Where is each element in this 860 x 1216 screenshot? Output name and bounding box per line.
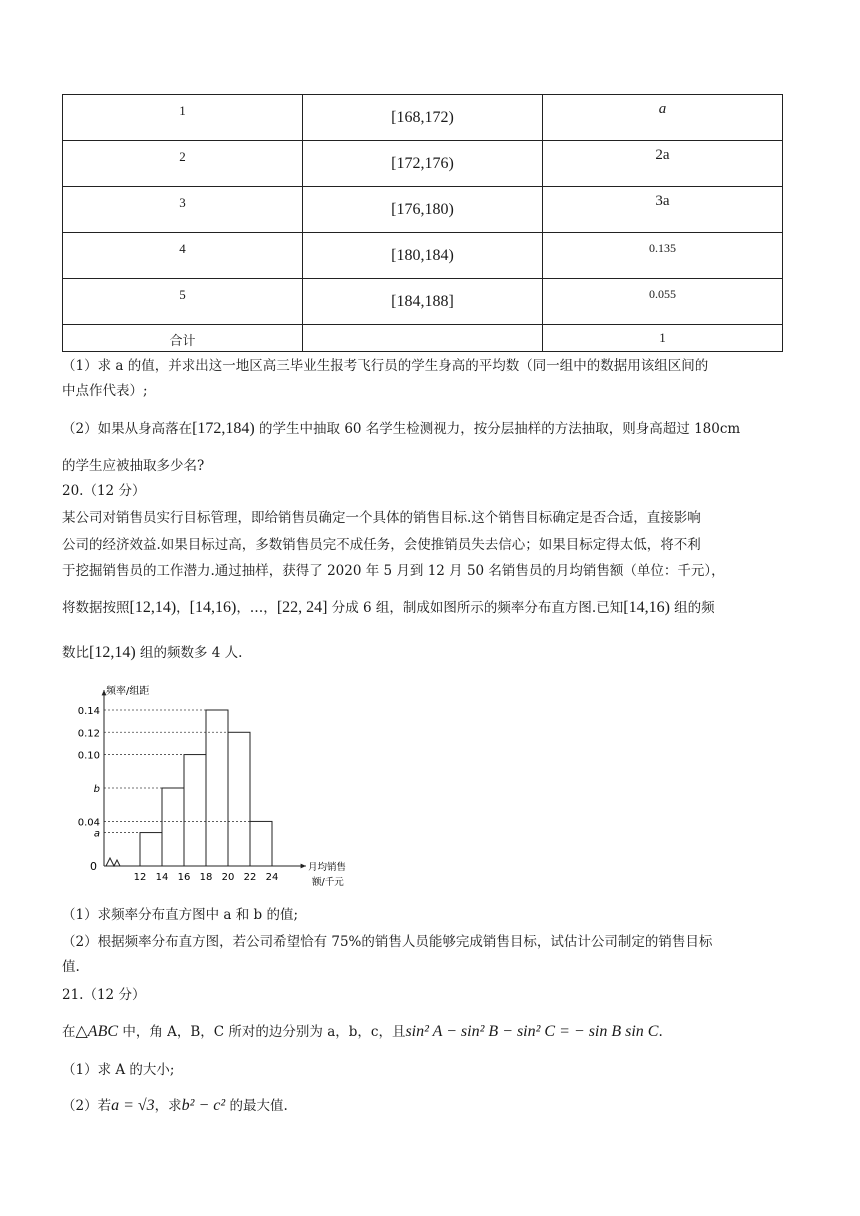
table-total-row (63, 325, 783, 352)
q21-part1: （1）求 A 的大小; (62, 1062, 175, 1078)
freq-cell: 0.055 (649, 287, 676, 301)
x-tick-label: 12 (133, 872, 147, 883)
q20-line1: 某公司对销售员实行目标管理，即给销售员确定一个具体的销售目标.这个销售目标确定是否合适，直接影响 (62, 510, 701, 526)
y-tick-labels (78, 706, 100, 840)
y-tick-label: 0.12 (77, 728, 100, 740)
q19-part2-line2: 的学生应被抽取多少名? (62, 458, 205, 474)
y-tick-label: 0.04 (77, 817, 100, 829)
q19-part2-line1: （2）如果从身高落在[172,184) 的学生中抽取 60 名学生检测视力，按分层抽样的方法抽取，则身高超过 180cm (62, 420, 741, 437)
interval-cell: [184,188] (391, 293, 454, 310)
y-tick-label: b (93, 784, 100, 795)
x-tick-labels (134, 872, 279, 883)
q20-line2: 公司的经济效益.如果目标过高，多数销售员完不成任务，会使推销员失去信心；如果目标定得太低，将不利 (62, 537, 701, 553)
q20-title: 20.（12 分） (62, 483, 146, 499)
histogram-bar (184, 755, 206, 866)
freq-cell: 0.135 (649, 241, 676, 255)
q19-part1-line1: （1）求 a 的值，并求出这一地区高三毕业生报考飞行员的学生身高的平均数（同一组中的数据用该组区间的 (62, 358, 709, 374)
q20-part2-line1: （2）根据频率分布直方图，若公司希望恰有 75%的销售人员能够完成销售目标，试估计公司制定的销售目标 (62, 934, 713, 950)
q19-part1-line2: 中点作代表）; (62, 383, 148, 399)
x-axis-label-line1: 月均销售 (308, 862, 347, 873)
y-tick-label: a (93, 828, 100, 840)
total-freq: 1 (659, 330, 666, 345)
freq-cell: 2a (655, 147, 670, 163)
freq-cell: 3a (655, 193, 670, 209)
interval-cell: [172,176) (391, 155, 454, 172)
y-tick-label: 0.14 (77, 706, 100, 717)
q20-line5: 数比[12,14) 组的频数多 4 人. (62, 644, 243, 661)
interval-cell: [168,172) (391, 109, 454, 126)
table-row (63, 95, 783, 141)
q20-line4: 将数据按照[12,14)，[14,16)，…，[22, 24] 分成 6 组，制成如图所示的频率分布直方图.已知[14,16) 组的频 (62, 599, 715, 616)
q21-part2: （2）若a = √3，求b² − c² 的最大值. (62, 1097, 288, 1114)
x-tick-label: 24 (265, 872, 279, 883)
histogram-bar (228, 732, 250, 866)
table-row (63, 233, 783, 279)
frequency-table (62, 94, 783, 352)
x-tick-label: 14 (155, 872, 169, 883)
q20-line3: 于挖掘销售员的工作潜力.通过抽样，获得了 2020 年 5 月到 12 月 50 名销售员的月均销售额（单位：千元）， (62, 563, 725, 579)
y-axis-label: 频率/组距 (106, 686, 150, 697)
x-axis-label-line2: 额/千元 (312, 877, 344, 888)
histogram-bar (140, 833, 162, 866)
histogram-bars (140, 710, 272, 866)
histogram-bar (250, 821, 272, 866)
table-row (63, 141, 783, 187)
x-tick-label: 22 (243, 872, 257, 883)
origin-label: 0 (90, 860, 97, 873)
group-cell: 3 (179, 195, 186, 210)
histogram-bar (206, 710, 228, 866)
group-cell: 2 (179, 149, 186, 164)
table-row (63, 187, 783, 233)
group-cell: 1 (179, 103, 186, 118)
q21-line1: 在△ABC 中，角 A，B，C 所对的边分别为 a，b，c，且sin² A − sin² B − sin² C = − sin B sin C. (62, 1023, 663, 1040)
interval-cell: [180,184) (391, 247, 454, 264)
total-label: 合计 (169, 333, 196, 348)
freq-cell: a (658, 101, 667, 117)
y-tick-label: 0.10 (77, 750, 100, 762)
x-tick-label: 16 (177, 872, 191, 883)
table-row (63, 279, 783, 325)
group-cell: 5 (179, 287, 186, 302)
q21-title: 21.（12 分） (62, 987, 146, 1003)
histogram-bar (162, 788, 184, 866)
q20-part2-line2: 值. (62, 959, 80, 975)
group-cell: 4 (179, 241, 186, 256)
x-tick-label: 18 (199, 872, 213, 883)
frequency-histogram (62, 680, 352, 892)
q20-part1: （1）求频率分布直方图中 a 和 b 的值; (62, 907, 298, 923)
interval-cell: [176,180) (391, 201, 454, 218)
x-tick-label: 20 (221, 872, 235, 883)
axis-break-mark (106, 858, 120, 866)
